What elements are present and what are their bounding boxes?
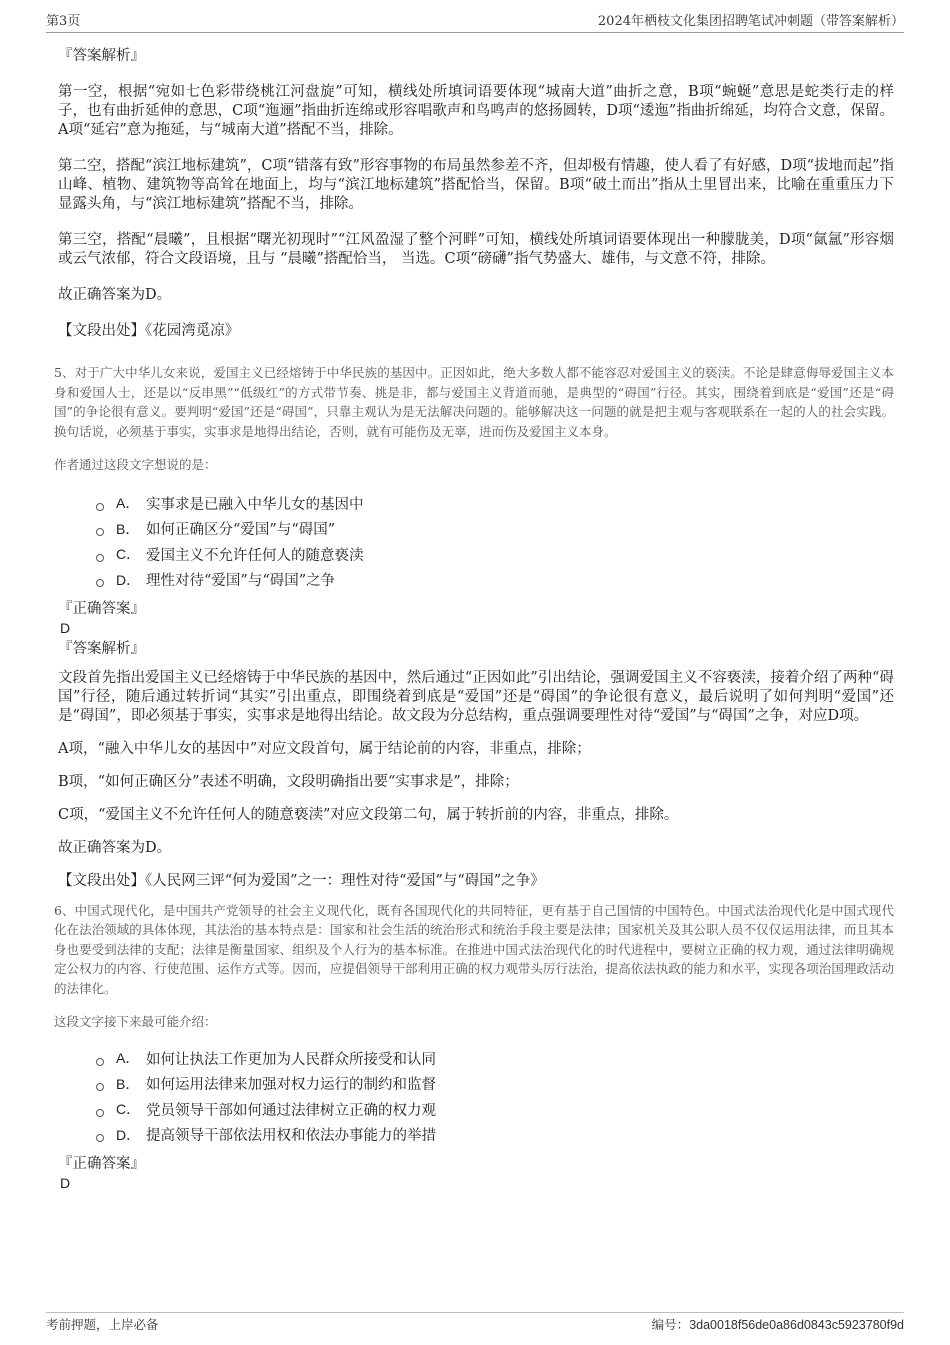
q6-answer: D <box>60 1174 71 1191</box>
radio-icon[interactable] <box>96 579 104 587</box>
q5-question: 作者通过这段文字想说的是： <box>54 457 217 472</box>
document-code-value: 3da0018f56de0a86d0843c5923780f9d <box>689 1318 904 1332</box>
q4-analysis-p2: 第二空，搭配“滨江地标建筑”，C项“错落有致”形容事物的布局虽然参差不齐，但却极有情趣，使人看了有好感，D项“拔地而起”指山峰、植物、建筑物等高耸在地面上，均与“滨江地标建筑”搭配恰当，保留。B项“破土而出”指从土里冒出来，比喻在重重压力下显露头角，与“滨江地标建筑”搭配不当，排除。 <box>58 158 894 212</box>
q5-analysis-p1: 文段首先指出爱国主义已经熔铸于中华民族的基因中，然后通过“正因如此”引出结论，强调爱国主义不容亵渎，接着介绍了两种“碍国”行径，随后通过转折词“其实”引出重点，即围绕着到底是“爱国”还是“碍国”的争论很有意义，最后说明了如何判明“爱国”还是“碍国”，即必须基于事实，实事求是地得出结论。故文段为分总结构，重点强调要理性对待“爱国”与“碍国”之争，对应D项。 <box>58 669 894 724</box>
document-title: 2024年栖枝文化集团招聘笔试冲刺题（带答案解析） <box>597 14 904 29</box>
q5-conclusion: 故正确答案为D。 <box>58 839 172 856</box>
document-code <box>652 1315 904 1333</box>
footer-slogan: 考前押题，上岸必备 <box>46 1317 159 1332</box>
q5-stem: 5、对于广大中华儿女来说，爱国主义已经熔铸于中华民族的基因中。正因如此，绝大多数人都不能容忍对爱国主义的亵渎。不论是肆意侮辱爱国主义本身和爱国人士，还是以“反串黑”“低级红”的方式带节奏、挑是非，都与爱国主义背道而驰，是典型的“碍国”行径。其实，围绕着到底是“爱国”还是“碍国”的争论很有意义。要判明“爱国”还是“碍国”，只靠主观认为是无法解决问题的。能够解决这一问题的就是把主观与客观联系在一起的人的社会实践。换句话说，必须基于事实，实事求是地得出结论，否则，就有可能伤及无辜，进而伤及爱国主义本身。 <box>54 365 894 439</box>
radio-icon[interactable] <box>96 528 104 536</box>
q4-source <box>58 322 894 341</box>
q5-analysis-p4: C项，“爱国主义不允许任何人的随意亵渎”对应文段第二句，属于转折前的内容，非重点，排除。 <box>58 806 679 823</box>
q6-question: 这段文字接下来最可能介绍： <box>54 1014 217 1029</box>
radio-icon[interactable] <box>96 1083 104 1091</box>
q6-options <box>58 1046 894 1148</box>
q5-analysis-p2: A项，“融入中华儿女的基因中”对应文段首句，属于结论前的内容，非重点，排除； <box>58 740 591 757</box>
q4-source-title: 《花园湾觅凉》 <box>145 323 240 339</box>
q5-source-label: 【文段出处】 <box>58 872 145 889</box>
q6-option-b[interactable]: B． 如何运用法律来加强对权力运行的制约和监督 <box>96 1071 894 1097</box>
q6-option-d[interactable]: D． 提高领导干部依法用权和依法办事能力的举措 <box>96 1122 894 1148</box>
radio-icon[interactable] <box>96 503 104 511</box>
document-code-label: 编号： <box>651 1317 690 1332</box>
q5-option-a[interactable]: A． 实事求是已融入中华儿女的基因中 <box>96 491 894 517</box>
q5-option-b[interactable]: B． 如何正确区分“爱国”与“碍国” <box>96 516 894 542</box>
q5-option-d[interactable]: D． 理性对待“爱国”与“碍国”之争 <box>96 567 894 593</box>
radio-icon[interactable] <box>96 1058 104 1066</box>
q5-answer: D <box>60 619 71 636</box>
q5-correct-label: 『正确答案』 <box>58 600 145 617</box>
q5-analysis-p3: B项，“如何正确区分”表述不明确，文段明确指出要“实事求是”，排除； <box>58 773 519 790</box>
radio-icon[interactable] <box>96 554 104 562</box>
q6-correct-label: 『正确答案』 <box>58 1155 145 1172</box>
q6-option-c[interactable]: C． 党员领导干部如何通过法律树立正确的权力观 <box>96 1097 894 1123</box>
q4-analysis-label: 『答案解析』 <box>58 48 145 64</box>
q4-analysis-p3: 第三空，搭配“晨曦”，且根据“曙光初现时”“江风盈湿了整个河畔”可知，横线处所填词语要体现出一种朦胧美，D项“氤氲”形容烟或云气浓郁，符合文段语境，且与 “晨曦”搭配恰当， 当选。C项“磅礴”指气势盛大、雄伟，与文意不符，排除。 <box>58 232 894 267</box>
q4-analysis-p1: 第一空，根据“宛如七色彩带绕桃江河盘旋”可知，横线处所填词语要体现“城南大道”曲折之意，B项“蜿蜒”意思是蛇类行走的样子，也有曲折延伸的意思，C项“迤逦”指曲折连绵或形容唱歌声和鸟鸣声的悠扬圆转，D项“逶迤”指曲折绵延，均符合文意，保留。A项“延宕”意为拖延，与“城南大道”搭配不当，排除。 <box>58 84 894 138</box>
page-header <box>46 10 904 33</box>
page-number: 第3页 <box>46 14 81 29</box>
q4-conclusion: 故正确答案为D。 <box>58 287 172 303</box>
radio-icon[interactable] <box>96 1134 104 1142</box>
q5-option-c[interactable]: C． 爱国主义不允许任何人的随意亵渎 <box>96 542 894 568</box>
q4-source-label: 【文段出处】 <box>58 323 145 339</box>
q6-stem: 6、中国式现代化，是中国共产党领导的社会主义现代化，既有各国现代化的共同特征，更有基于自己国情的中国特色。中国式法治现代化是中国式现代化在法治领域的具体体现，其法治的基本特点是：国家和社会生活的统治形式和统治手段主要是法律；国家机关及其公职人员不仅仅运用法律，而且其本身也要受到法律的支配；法律是衡量国家、组织及个人行为的基本标准。在推进中国式法治现代化的时代进程中，要树立正确的权力观，通过法律明确规定公权力的内容、行使范围、运作方式等。因而，应提倡领导干部利用正确的权力观带头厉行法治，提高依法执政的能力和水平，实现各项治国理政活动的法律化。 <box>54 902 894 996</box>
q5-source <box>58 872 894 891</box>
page-footer <box>46 1312 904 1333</box>
q5-analysis-label: 『答案解析』 <box>58 640 145 657</box>
q5-source-title: 《人民网三评“何为爱国”之一：理性对待“爱国”与“碍国”之争》 <box>145 872 545 889</box>
q5-options <box>58 491 894 593</box>
q6-option-a[interactable]: A． 如何让执法工作更加为人民群众所接受和认同 <box>96 1046 894 1072</box>
page-content <box>54 44 894 1192</box>
radio-icon[interactable] <box>96 1109 104 1117</box>
